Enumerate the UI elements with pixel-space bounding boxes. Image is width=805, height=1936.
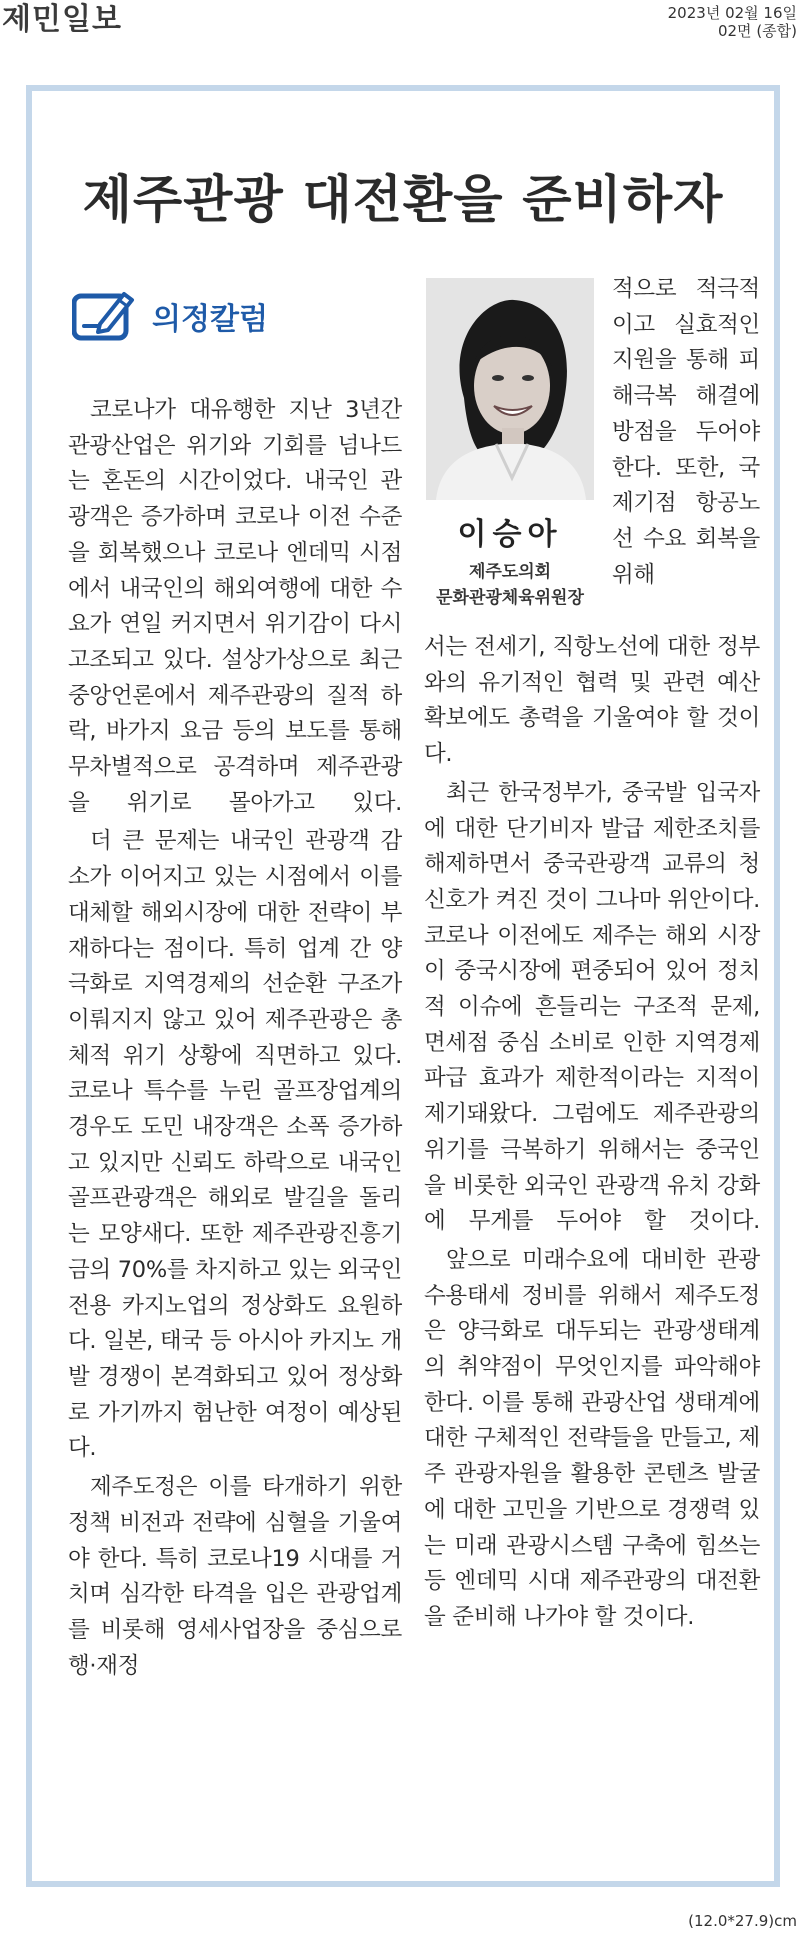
publication-date: 2023년 02월 16일 <box>667 4 797 22</box>
paragraph: 앞으로 미래수요에 대비한 관광수용태세 정비를 위해서 제주도정은 양극화로 대두되는 관광생태계의 취약점이 무엇인지를 파악해야 한다. 이를 통해 관광산업 생태계에 대한 구체적인 전략들을 만들고, 제주 관광자원을 활용한 콘텐츠 발굴에 대한 고민을 기반으로 경쟁력 있는 미래 관광시스템 구축에 힘쓰는 등 엔데믹 시대 제주관광의 대전환을 준비해 나가야 할 것이다. <box>424 1246 760 1630</box>
author-portrait-icon <box>426 278 594 500</box>
paragraph: 더 큰 문제는 내국인 관광객 감소가 이어지고 있는 시점에서 이를 대체할 해외시장에 대한 전략이 부재하다는 점이다. 특히 업계 간 양극화로 지역경제의 선순환 구조가 이뤄지지 않고 있어 제주관광은 총체적 위기 상황에 직면하고 있다. 코로나 특수를 누린 골프장업계의 경우도 도민 내장객은 소폭 증가하고 있지만 신뢰도 하락으로 내국인 골프관광객은 해외로 발길을 돌리는 모양새다. 또한 제주관광진흥기금의 70%를 차지하고 있는 외국인 전용 카지노업의 정상화도 요원하다. 일본, 태국 등 아시아 카지노 개발 경쟁이 본격화되고 있어 정상화로 가기까지 험난한 여정이 예상된다. <box>68 828 402 1462</box>
article-size-note: (12.0*27.9)cm <box>688 1912 797 1930</box>
text-column-right <box>424 630 760 1636</box>
newspaper-name: 제민일보 <box>2 2 122 37</box>
author-title: 제주도의회 <box>468 562 552 582</box>
paragraph: 서는 전세기, 직항노선에 대한 정부와의 유기적인 협력 및 관련 예산 확보에도 총력을 기울여야 할 것이다. <box>424 634 760 768</box>
article-headline: 제주관광 대전환을 준비하자 <box>82 171 724 230</box>
publication-meta <box>668 4 797 40</box>
author-title: 문화관광체육위원장 <box>436 588 584 608</box>
article-frame <box>26 85 780 1887</box>
paragraph: 제주도정은 이를 타개하기 위한 정책 비전과 전략에 심혈을 기울여야 한다. 특히 코로나19 시대를 거치며 심각한 타격을 입은 관광업계를 비롯해 영세사업장을 중심으로 행·재정 <box>68 1474 402 1679</box>
author-name: 이승아 <box>457 517 563 552</box>
pencil-note-icon <box>72 290 136 342</box>
masthead <box>0 0 805 44</box>
author-photo <box>426 278 594 500</box>
page-info: 02면 (종합) <box>717 22 797 40</box>
paragraph: 최근 한국정부가, 중국발 입국자에 대한 단기비자 발급 제한조치를 해제하면서 중국관광객 교류의 청신호가 켜진 것이 그나마 위안이다. 코로나 이전에도 제주는 해외 시장이 중국시장에 편중되어 있어 정치적 이슈에 흔들리는 구조적 문제, 면세점 중심 소비로 인한 지역경제 파급 효과가 제한적이라는 지적이 제기돼왔다. 그럼에도 제주관광의 위기를 극복하기 위해서는 중국인을 비롯한 외국인 관광객 유치 강화에 무게를 두어야 할 것이다. <box>424 779 760 1235</box>
column-label <box>72 286 268 346</box>
column-label-text: 의정칼럼 <box>152 302 268 337</box>
paragraph: 코로나가 대유행한 지난 3년간 관광산업은 위기와 기회를 넘나드는 혼돈의 시간이었다. 내국인 관광객은 증가하며 코로나 이전 수준을 회복했으나 코로나 엔데믹 시점에서 내국인의 해외여행에 대한 수요가 연일 커지면서 위기감이 다시 고조되고 있다. 설상가상으로 최근 중앙언론에서 제주관광의 질적 하락, 바가지 요금 등의 보도를 통해 무차별적으로 공격하며 제주관광을 위기로 몰아가고 있다. <box>68 397 402 816</box>
text-column-narrow <box>612 272 760 593</box>
paragraph: 적으로 적극적이고 실효적인 지원을 통해 피해극복 해결에 방점을 두어야 한다. 또한, 국제기점 항공노선 수요 회복을 위해 <box>612 276 760 588</box>
text-column-left <box>68 393 402 1684</box>
